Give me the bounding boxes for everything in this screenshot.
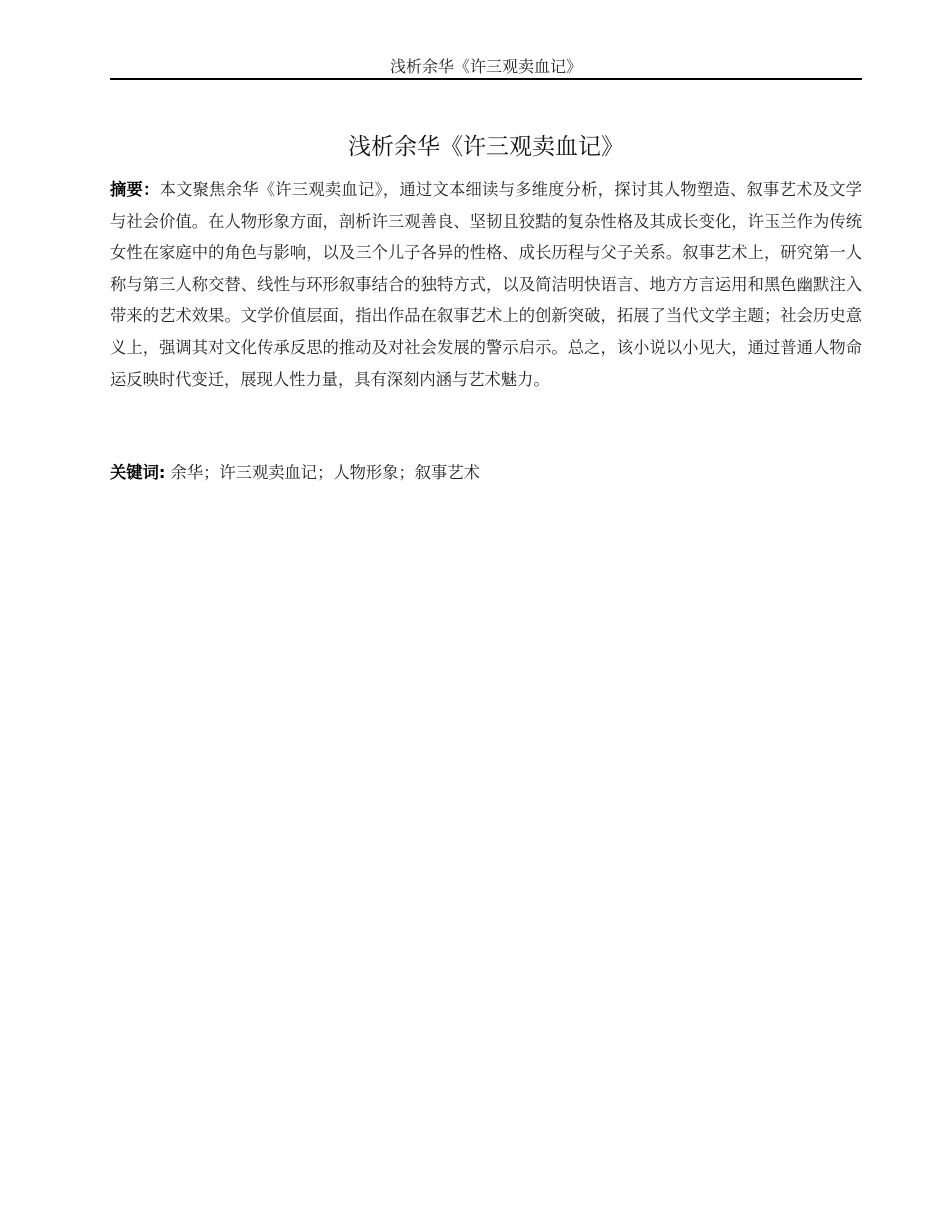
abstract-label: 摘要：: [110, 180, 160, 199]
keywords-label: 关键词:: [110, 463, 166, 482]
header-rule: [110, 78, 862, 80]
abstract-paragraph: [110, 174, 862, 395]
running-header: 浅析余华《许三观卖血记》: [389, 57, 582, 76]
abstract-text: 本文聚焦余华《许三观卖血记》，通过文本细读与多维度分析，探讨其人物塑造、叙事艺术及文学与社会价值。在人物形象方面，剖析许三观善良、坚韧且狡黠的复杂性格及其成长变化，许玉兰作为传统女性在家庭中的角色与影响，以及三个儿子各异的性格、成长历程与父子关系。叙事艺术上，研究第一人称与第三人称交替、线性与环形叙事结合的独特方式，以及简洁明快语言、地方方言运用和黑色幽默注入带来的艺术效果。文学价值层面，指出作品在叙事艺术上的创新突破，拓展了当代文学主题；社会历史意义上，强调其对文化传承反思的推动及对社会发展的警示启示。总之，该小说以小见大，通过普通人物命运反映时代变迁，展现人性力量，具有深刻内涵与艺术魅力。: [110, 180, 862, 389]
keywords-text: 余华；许三观卖血记；人物形象；叙事艺术: [165, 463, 480, 482]
document-title: 浅析余华《许三观卖血记》: [348, 134, 624, 160]
keywords-line: [110, 460, 862, 486]
